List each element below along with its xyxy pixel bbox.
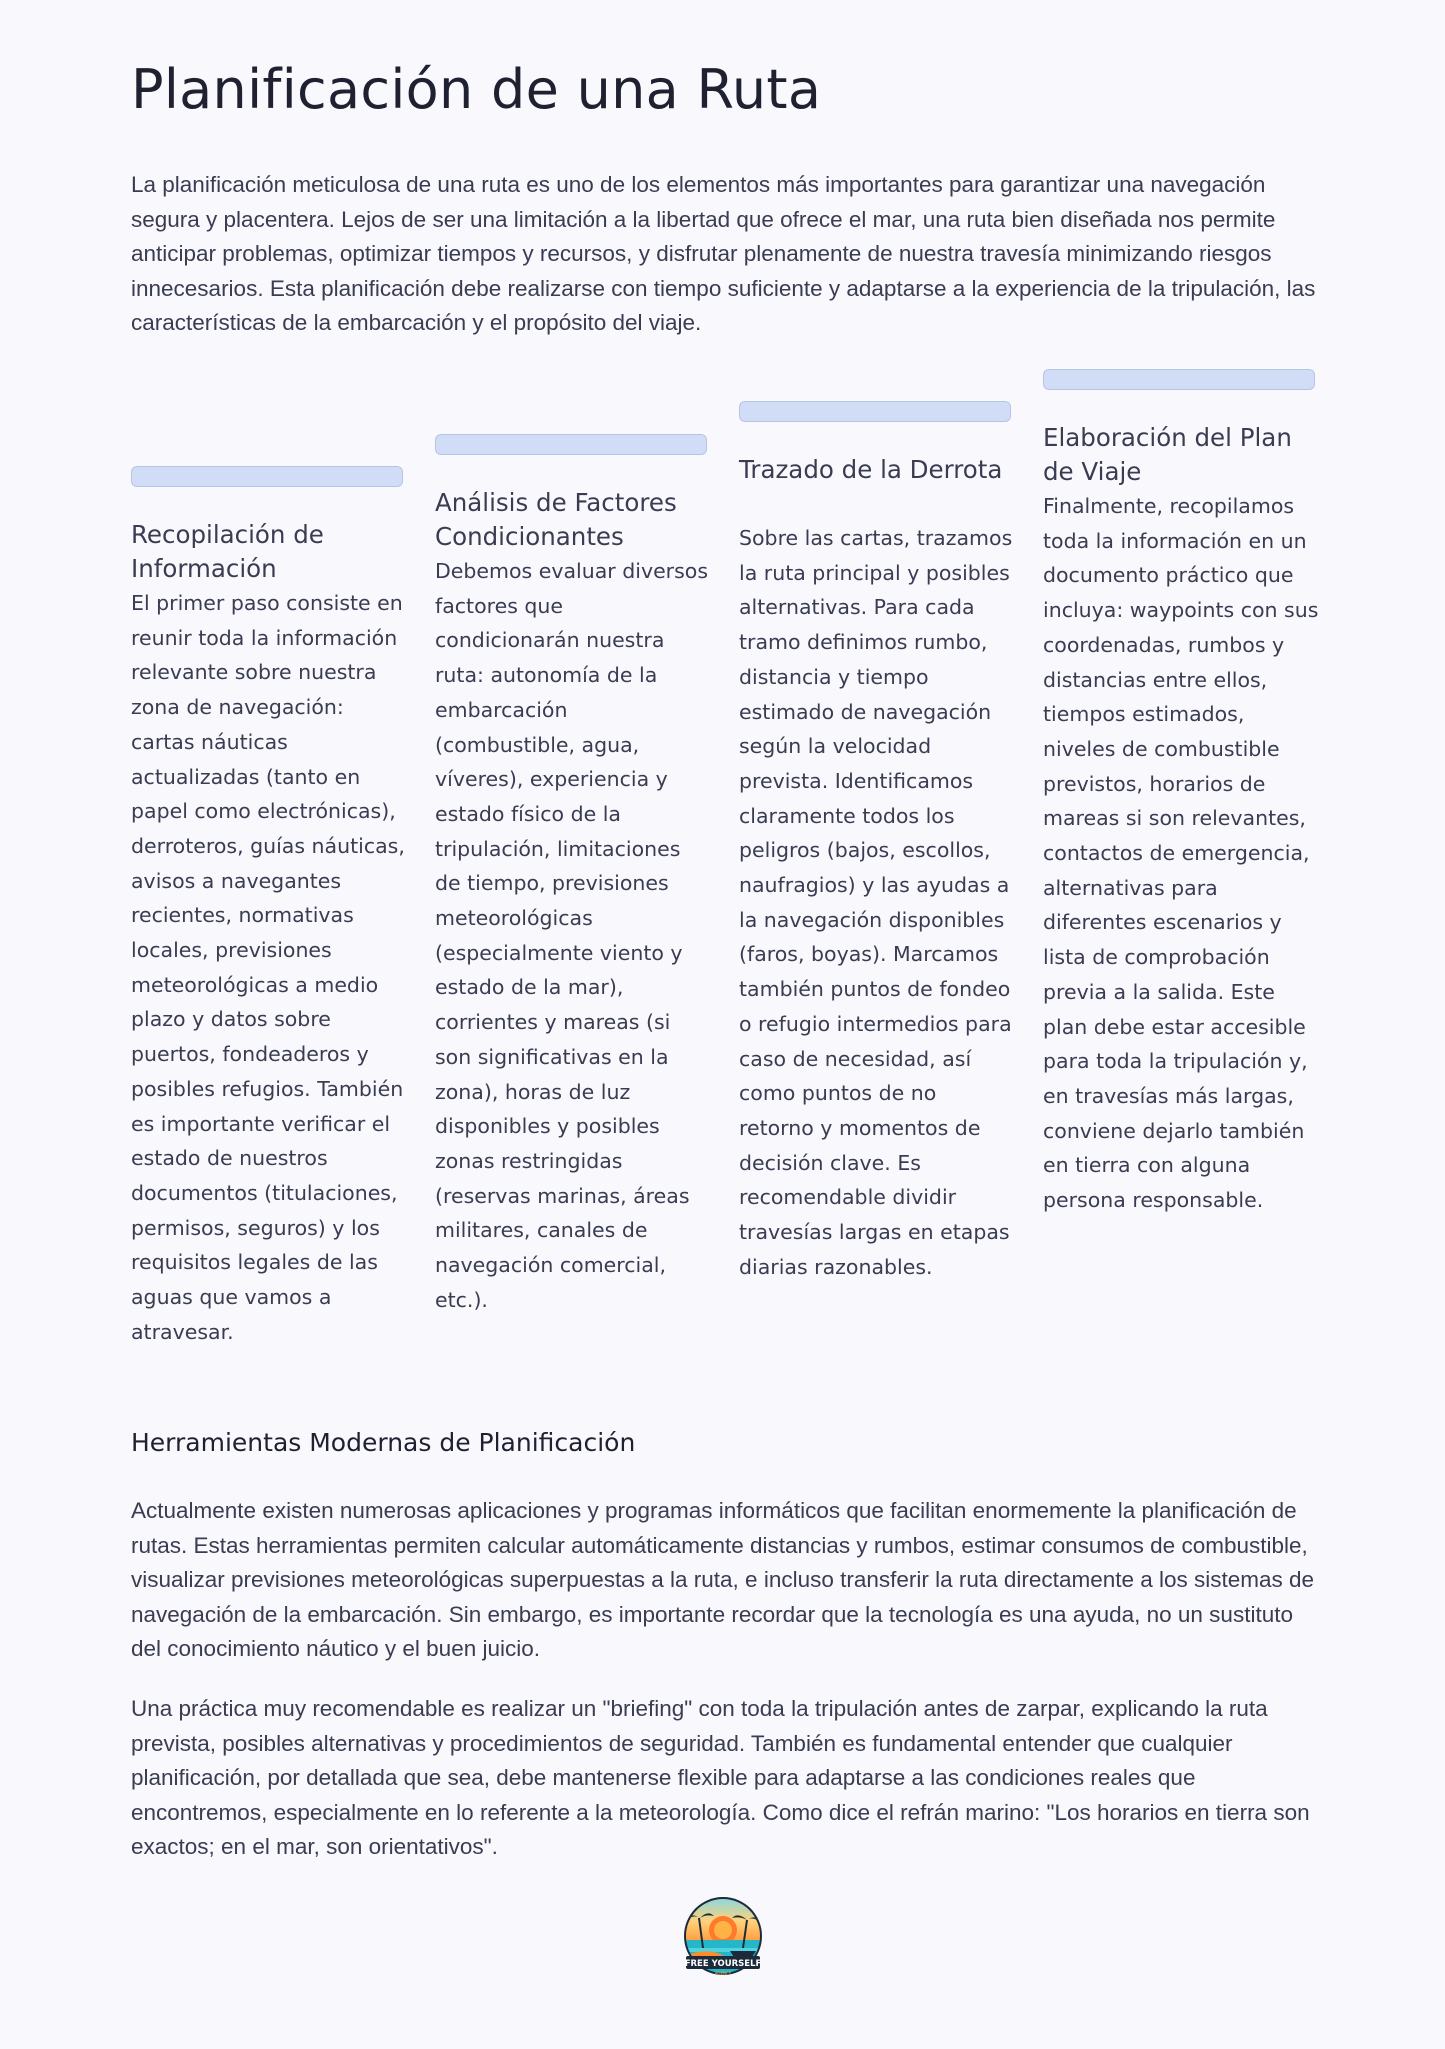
- step-body: Sobre las cartas, trazamos la ruta principal y posibles alternativas. Para cada tramo definimos rumbo, distancia y tiempo estimado de navegación según la velocidad prevista. Identificamos claramente todos los peligros (bajos, escollos, naufragios) y las ayudas a la navegación disponibles (faros, boyas). Marcamos también puntos de fondeo o refugio intermedios para caso de necesidad, así como puntos de no retorno y momentos de decisión clave. Es recomendable dividir travesías largas en etapas diarias razonables.: [739, 526, 1013, 1279]
- step-heading: Análisis de Factores Condicionantes: [435, 488, 677, 551]
- logo-graphic: [680, 1896, 766, 1982]
- section-heading: Herramientas Modernas de Planificación: [131, 1428, 636, 1457]
- page-title: Planificación de una Ruta: [131, 58, 822, 121]
- logo-tagline: AGENCY: [714, 1971, 732, 1976]
- logo-text: FREE YOURSELF: [684, 1959, 762, 1969]
- step-heading: Elaboración del Plan de Viaje: [1043, 423, 1292, 486]
- section-paragraph: Actualmente existen numerosas aplicaciones y programas informáticos que facilitan enormemente la planificación de rutas. Estas herramientas permiten calcular automáticamente distancias y rumbos, estimar consumos de combustible, visualizar previsiones meteorológicas superpuestas a la ruta, e incluso transferir la ruta directamente a los sistemas de navegación de la embarcación. Sin embargo, es importante recordar que la tecnología es una ayuda, no un sustituto del conocimiento náutico y el buen juicio.: [131, 1498, 1315, 1662]
- step-indicator-bar: [435, 434, 707, 455]
- step-heading: Trazado de la Derrota: [739, 455, 1003, 484]
- intro-paragraph: La planificación meticulosa de una ruta es uno de los elementos más importantes para garantizar una navegación segura y placentera. Lejos de ser una limitación a la libertad que ofrece el mar, una ruta bien diseñada nos permite anticipar problemas, optimizar tiempos y recursos, y disfrutar plenamente de nuestra travesía minimizando riesgos innecesarios. Esta planificación debe realizarse con tiempo suficiente y adaptarse a la experiencia de la tripulación, las características de la embarcación y el propósito del viaje.: [131, 172, 1316, 335]
- step-indicator-bar: [1043, 369, 1315, 390]
- beach-sunset-logo-icon: [680, 1896, 766, 1982]
- step-body: Debemos evaluar diversos factores que condicionarán nuestra ruta: autonomía de la embarcación (combustible, agua, víveres), experiencia y estado físico de la tripulación, limitaciones de tiempo, previsiones meteorológicas (especialmente viento y estado de la mar), corrientes y mareas (si son significativas en la zona), horas de luz disponibles y posibles zonas restringidas (reservas marinas, áreas militares, canales de navegación comercial, etc.).: [435, 559, 709, 1312]
- step-indicator-bar: [739, 401, 1011, 422]
- step-body: Finalmente, recopilamos toda la información en un documento práctico que incluya: waypoints con sus coordenadas, rumbos y distancias entre ellos, tiempos estimados, niveles de combustible previstos, horarios de mareas si son relevantes, contactos de emergencia, alternativas para diferentes escenarios y lista de comprobación previa a la salida. Este plan debe estar accesible para toda la tripulación y, en travesías más largas, conviene dejarlo también en tierra con alguna persona responsable.: [1043, 494, 1319, 1213]
- step-body: El primer paso consiste en reunir toda la información relevante sobre nuestra zona de navegación: cartas náuticas actualizadas (tanto en papel como electrónicas), derroteros, guías náuticas, avisos a navegantes recientes, normativas locales, previsiones meteorológicas a medio plazo y datos sobre puertos, fondeaderos y posibles refugios. También es importante verificar el estado de nuestros documentos (titulaciones, permisos, seguros) y los requisitos legales de las aguas que vamos a atravesar.: [131, 591, 405, 1344]
- step-heading: Recopilación de Información: [131, 520, 324, 583]
- section-paragraph: Una práctica muy recomendable es realizar un "briefing" con toda la tripulación antes de zarpar, explicando la ruta prevista, posibles alternativas y procedimientos de seguridad. También es fundamental entender que cualquier planificación, por detallada que sea, debe mantenerse flexible para adaptarse a las condiciones reales que encontremos, especialmente en lo referente a la meteorología. Como dice el refrán marino: "Los horarios en tierra son exactos; en el mar, son orientativos".: [131, 1696, 1310, 1860]
- step-indicator-bar: [131, 466, 403, 487]
